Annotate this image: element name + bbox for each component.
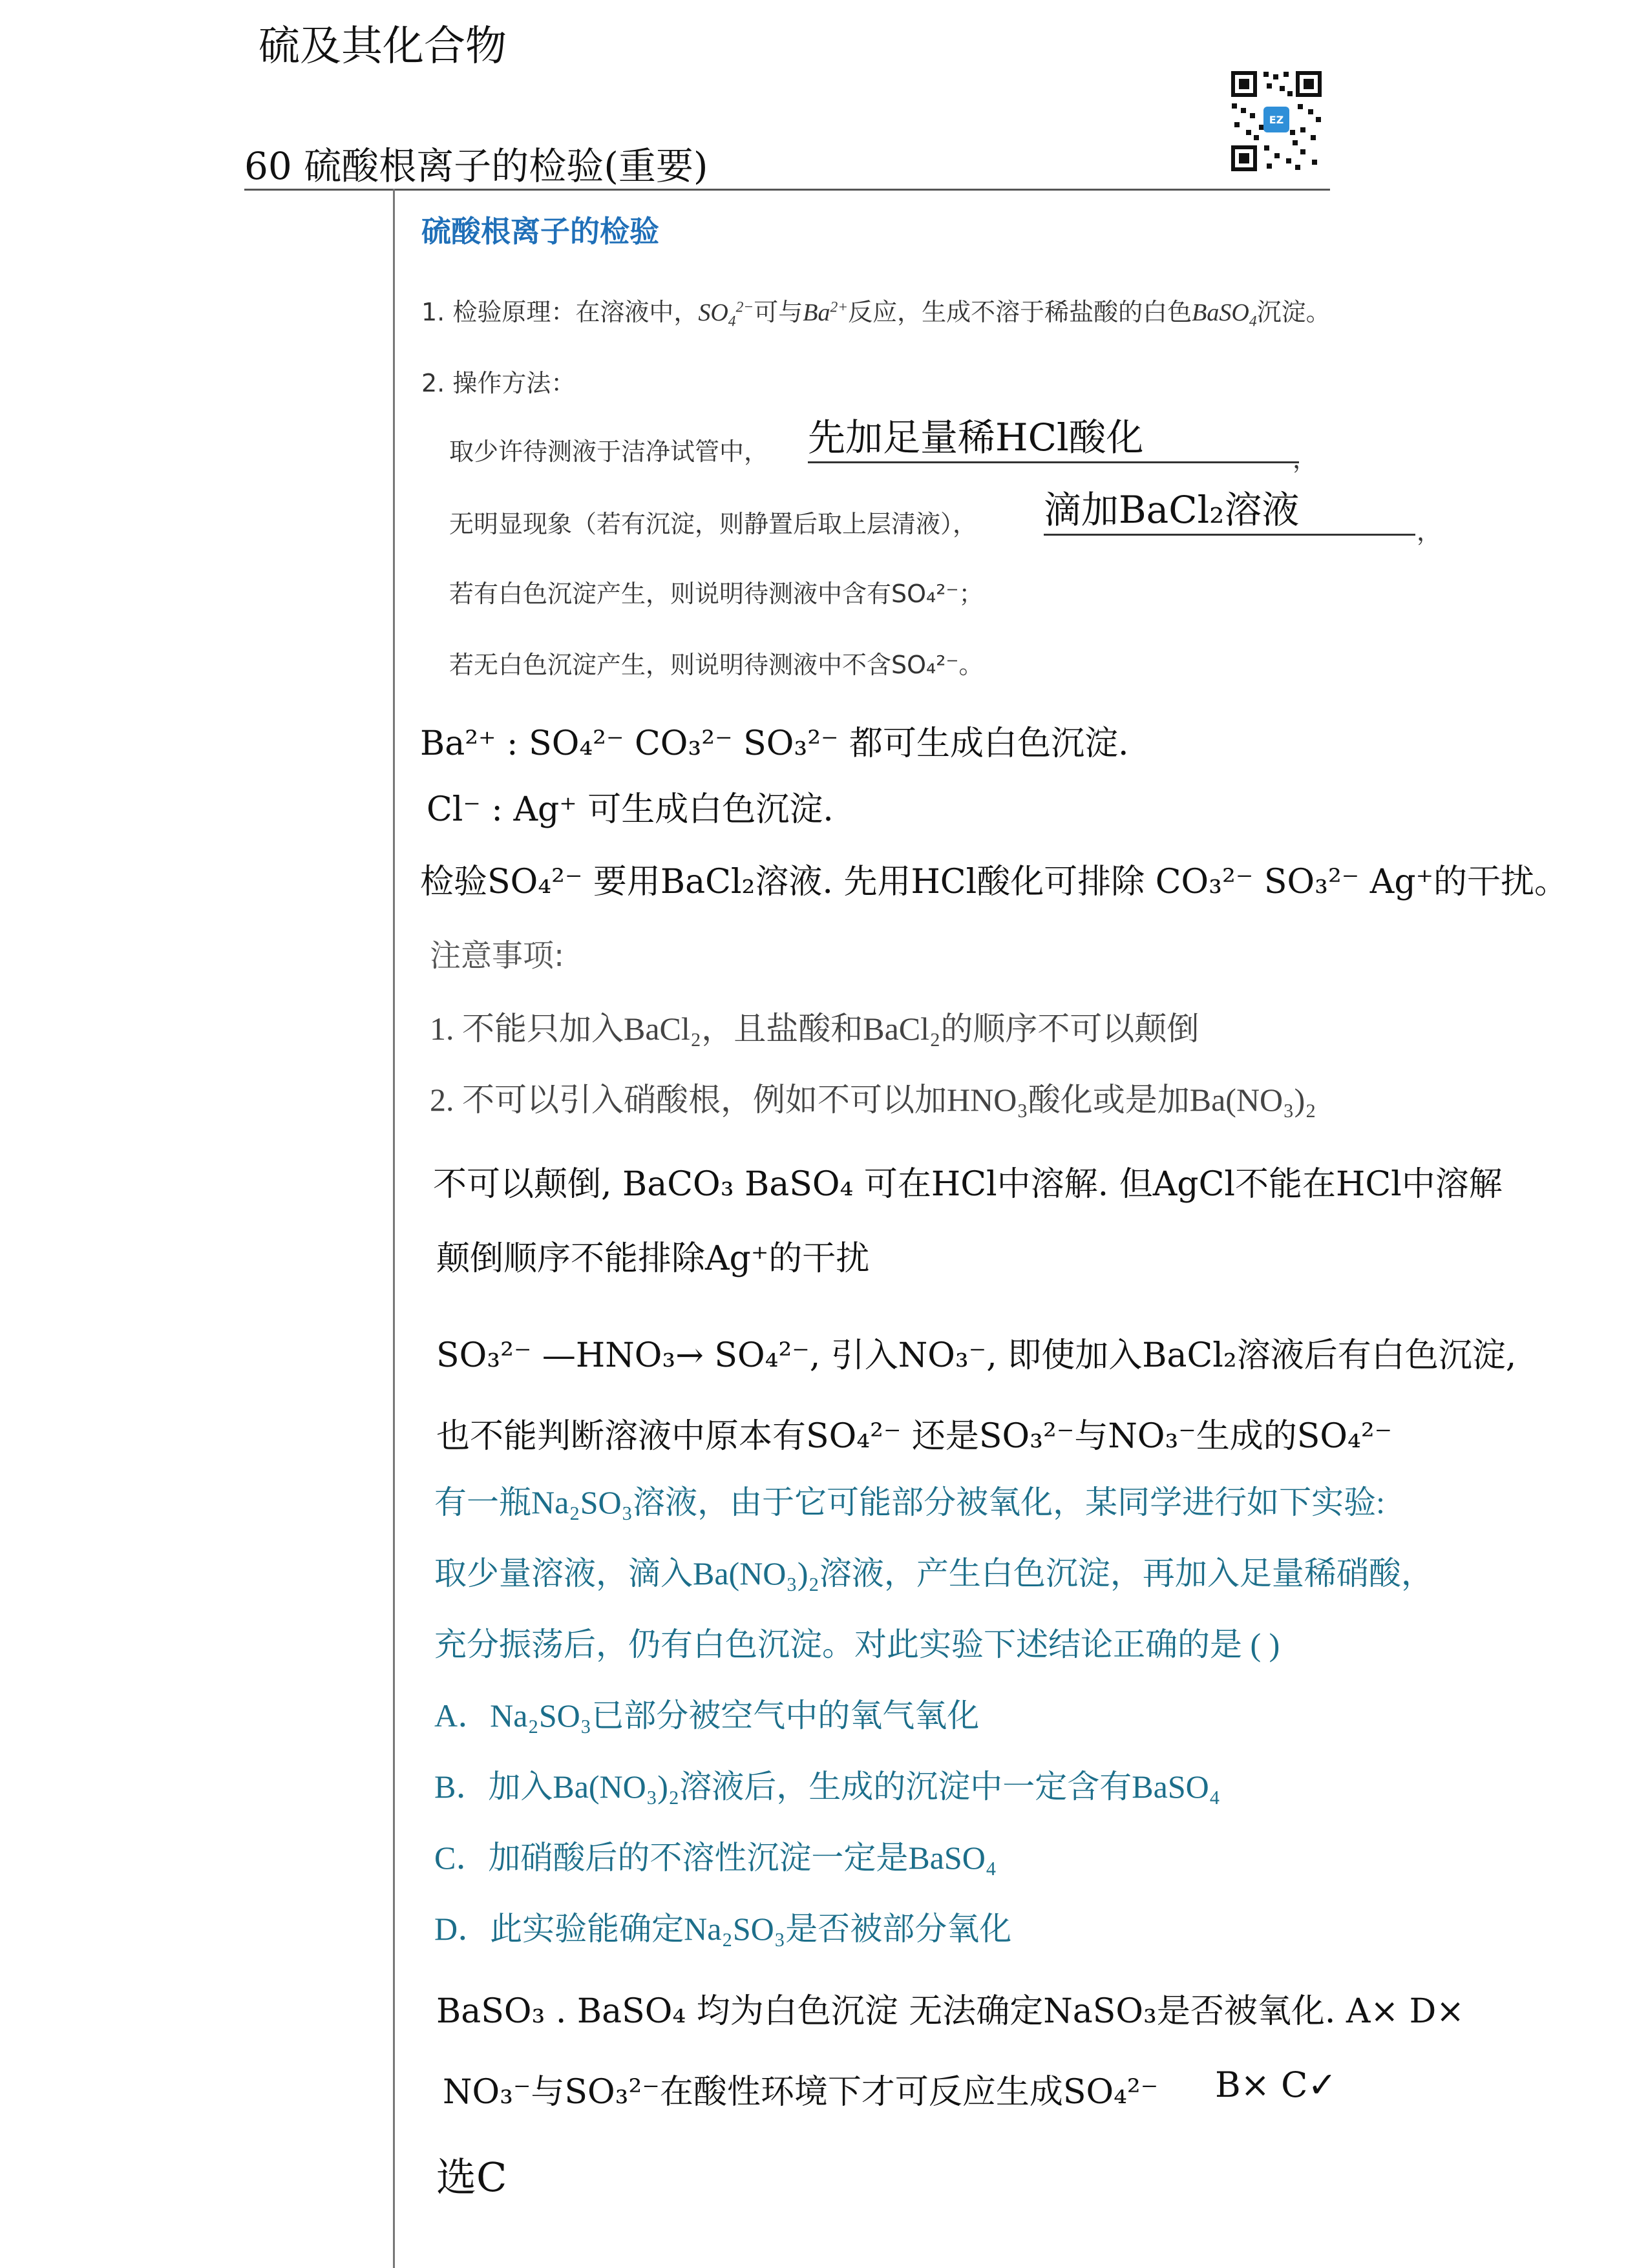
hand-note-3: 检验SO₄²⁻ 要用BaCl₂溶液. 先用HCl酸化可排除 CO₃²⁻ SO₃²⁻ Ag⁺的干扰。 [420, 863, 1569, 901]
step2-fill: 滴加BaCl₂溶液 [1044, 479, 1415, 536]
qr-badge: EZ [1269, 114, 1284, 126]
option-c: C．加硝酸后的不溶性沉淀一定是BaSO₄ [434, 1840, 997, 1876]
hand-note-9-marks: B× C✓ [1215, 2064, 1337, 2105]
option-a: A．Na₂SO₃已部分被空气中的氧气氧化 [434, 1697, 980, 1734]
hand-note-9: NO₃⁻与SO₃²⁻在酸性环境下才可反应生成SO₄²⁻ [443, 2073, 1159, 2112]
step2-end: ， [1417, 518, 1442, 546]
option-d: D．此实验能确定Na₂SO₃是否被部分氧化 [434, 1911, 1012, 1947]
hand-note-1: Ba²⁺ : SO₄²⁻ CO₃²⁻ SO₃²⁻ 都可生成白色沉淀. [420, 724, 1129, 763]
step1-fill: 先加足量稀HCl酸化 [808, 407, 1299, 463]
step3-line: 若有白色沉淀产生，则说明待测液中含有SO₄²⁻； [449, 580, 984, 608]
hand-note-7: 也不能判断溶液中原本有SO₄²⁻ 还是SO₃²⁻与NO₃⁻生成的SO₄²⁻ [436, 1417, 1393, 1456]
cautions-title: 注意事项: [430, 938, 565, 974]
topic-heading: 硫及其化合物 [259, 23, 507, 70]
step4-line: 若无白色沉淀产生，则说明待测液中不含SO₄²⁻。 [449, 651, 984, 679]
method-label: 2. 操作方法： [421, 369, 576, 397]
hand-note-2: Cl⁻ : Ag⁺ 可生成白色沉淀. [427, 790, 834, 829]
step1-line: 取少许待测液于洁净试管中， [449, 437, 769, 466]
hand-note-8: BaSO₃ . BaSO₄ 均为白色沉淀 无法确定NaSO₃是否被氧化. A× D× [436, 1992, 1464, 2031]
qr-code [1228, 68, 1325, 174]
question-line-1: 有一瓶Na₂SO₃溶液，由于它可能部分被氧化，某同学进行如下实验: [434, 1484, 1385, 1520]
step1-end: ， [1293, 445, 1318, 474]
principle-line: 1. 检验原理：在溶液中，$SO_4^{2-}$可与$Ba^{2+}$反应，生成不溶于稀盐酸的白色BaSO$_4$沉淀。 [421, 298, 1331, 330]
answer-note: 选C [436, 2154, 507, 2201]
question-line-2: 取少量溶液，滴入Ba(NO₃)₂溶液，产生白色沉淀，再加入足量稀硝酸， [434, 1555, 1433, 1591]
caution-item-2: 2. 不可以引入硝酸根，例如不可以加HNO₃酸化或是加Ba(NO₃)₂ [430, 1082, 1316, 1118]
lesson-title: 硫酸根离子的检验 [421, 214, 659, 249]
option-b: B．加入Ba(NO₃)₂溶液后，生成的沉淀中一定含有BaSO₄ [434, 1769, 1221, 1805]
header-rule [244, 189, 1330, 191]
margin-line [393, 189, 395, 2268]
hand-note-6: SO₃²⁻ —HNO₃→ SO₄²⁻, 引入NO₃⁻, 即使加入BaCl₂溶液后有白色沉淀, [436, 1336, 1517, 1375]
hand-note-5: 颠倒顺序不能排除Ag⁺的干扰 [436, 1239, 870, 1278]
caution-item-1: 1. 不能只加入BaCl₂，且盐酸和BaCl₂的顺序不可以颠倒 [430, 1011, 1199, 1047]
hand-note-4: 不可以颠倒, BaCO₃ BaSO₄ 可在HCl中溶解. 但AgCl不能在HCl中溶解 [433, 1165, 1503, 1204]
step2-line: 无明显现象（若有沉淀，则静置后取上层清液）， [449, 510, 978, 538]
section-heading: 60 硫酸根离子的检验(重要) [244, 144, 708, 188]
question-line-3: 充分振荡后，仍有白色沉淀。对此实验下述结论正确的是 ( ) [434, 1626, 1280, 1663]
